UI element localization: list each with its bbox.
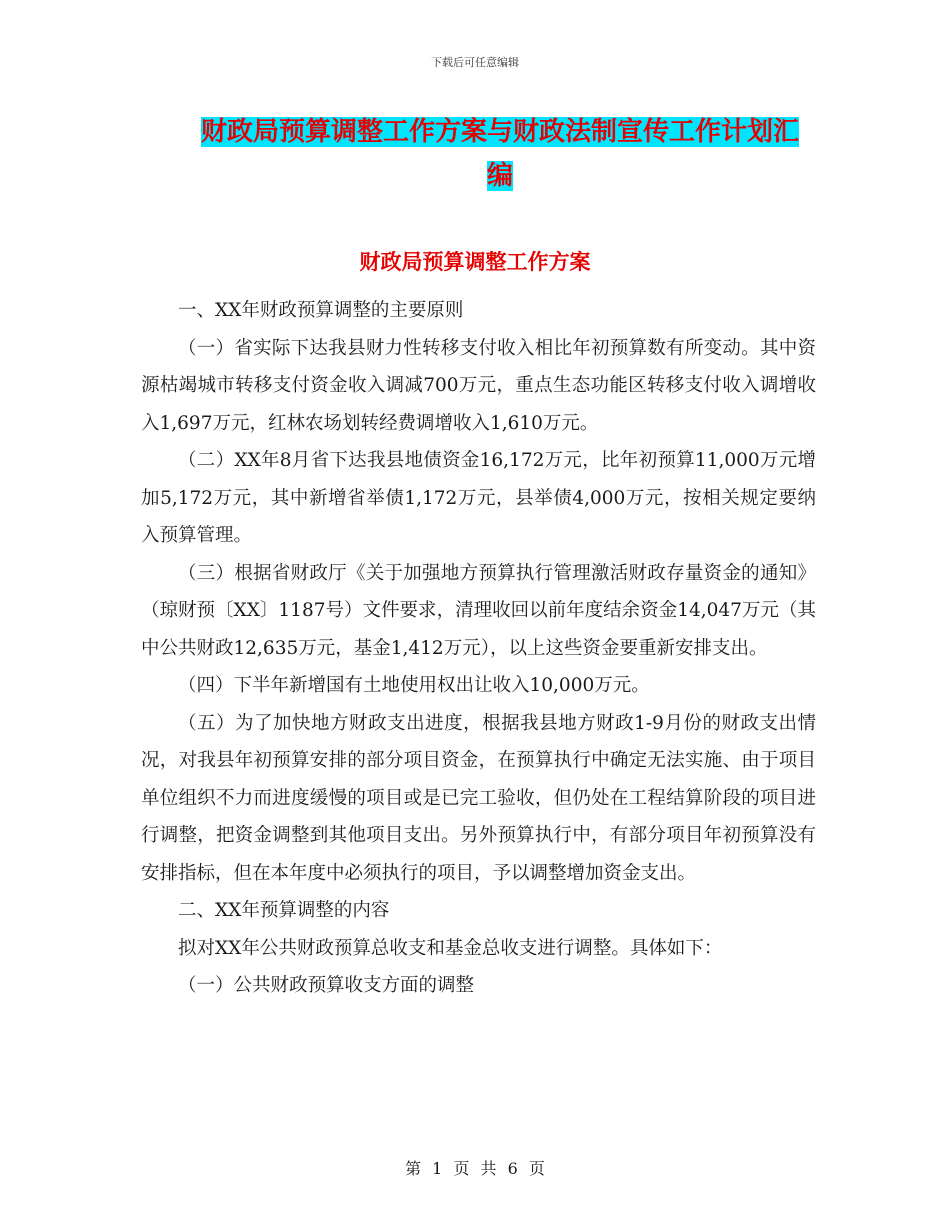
document-title-text: 财政局预算调整工作方案与财政法制宣传工作计划汇编 <box>200 117 799 191</box>
paragraph: 二、XX年预算调整的内容 <box>178 900 390 921</box>
document-body <box>141 292 816 1005</box>
section-title: 财政局预算调整工作方案 <box>359 250 591 274</box>
document-title <box>190 110 810 198</box>
paragraph: （四）下半年新增国有土地使用权出让收入10,000万元。 <box>178 675 650 696</box>
paragraph: 拟对XX年公共财政预算总收支和基金总收支进行调整。具体如下： <box>178 937 723 959</box>
paragraph: （五）为了加快地方财政支出进度，根据我县地方财政1-9月份的财政支出情况，对我县年初预算安排的部分项目资金，在预算执行中确定无法实施、由于项目单位组织不力而进度缓慢的项目或是已完工验收，但仍处在工程结算阶段的项目进行调整，把资金调整到其他项目支出。另外预算执行中，有部分项目年初预算没有安排指标，但在本年度中必须执行的项目，予以调整增加资金支出。 <box>141 712 816 884</box>
header-note: 下载后可任意编辑 <box>431 56 519 69</box>
paragraph: （一）省实际下达我县财力性转移支付收入相比年初预算数有所变动。其中资源枯竭城市转移支付资金收入调减700万元，重点生态功能区转移支付收入调增收入1,697万元，红林农场划转经费调增收入1,610万元。 <box>141 337 816 434</box>
paragraph: （一）公共财政预算收支方面的调整 <box>178 975 475 996</box>
page-footer: 第 1 页 共 6 页 <box>405 1159 545 1178</box>
paragraph: （三）根据省财政厅《关于加强地方预算执行管理激活财政存量资金的通知》（琼财预〔XX〕1187号）文件要求，清理收回以前年度结余资金14,047万元（其中公共财政12,635万元，基金1,412万元），以上这些资金要重新安排支出。 <box>141 562 816 659</box>
paragraph: 一、XX年财政预算调整的主要原则 <box>178 300 464 321</box>
paragraph: （二）XX年8月省下达我县地债资金16,172万元，比年初预算11,000万元增加5,172万元，其中新增省举债1,172万元，县举债4,000万元，按相关规定要纳入预算管理。 <box>141 450 816 546</box>
